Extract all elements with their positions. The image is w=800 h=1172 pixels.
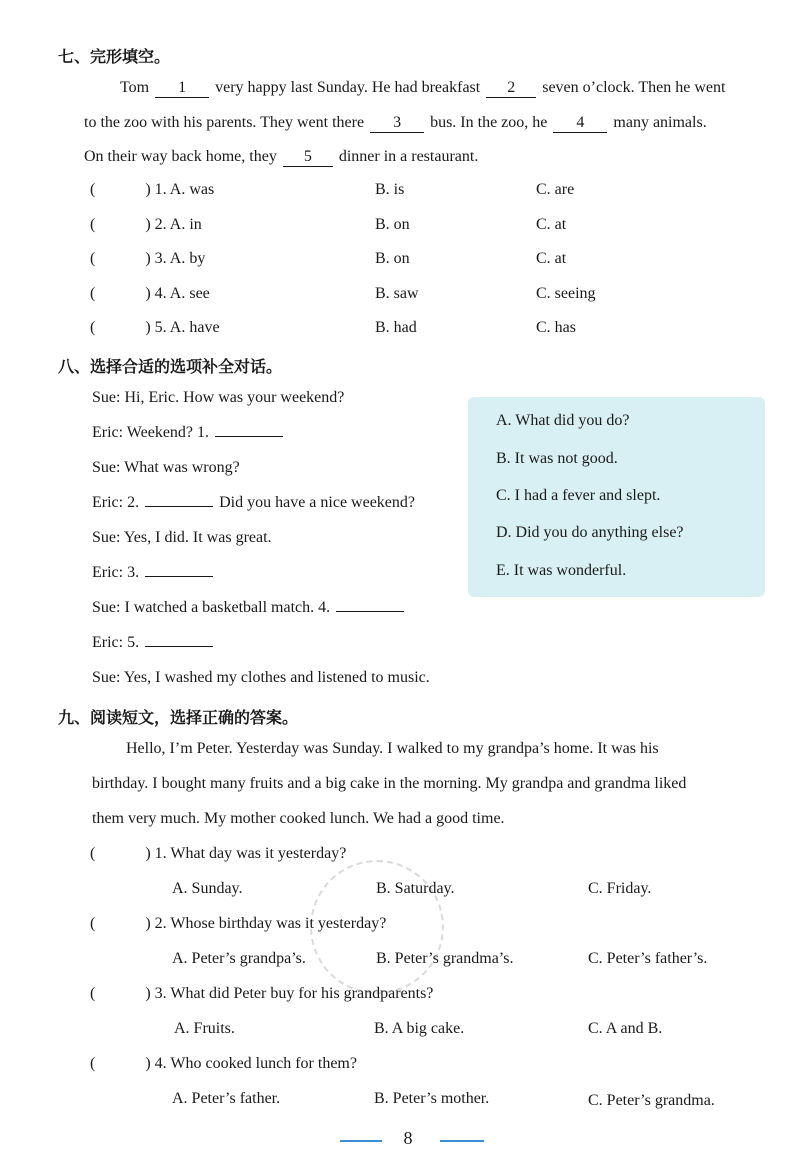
answer-paren-close[interactable]: ) (145, 845, 151, 862)
reading-passage-line: them very much. My mother cooked lunch. We had a good time. (92, 810, 505, 827)
question-number: 5. (154, 319, 167, 336)
section-7-heading: 七、完形填空。 (58, 47, 171, 66)
dialogue-text: Eric: 5. (92, 634, 140, 651)
reading-passage-line: Hello, I’m Peter. Yesterday was Sunday. I walked to my grandpa’s home. It was his (126, 740, 659, 757)
question-text: 2. Whose birthday was it yesterday? (154, 915, 387, 932)
dialogue-line: Sue: Hi, Eric. How was your weekend? (92, 389, 345, 406)
section-9-heading: 九、阅读短文，选择正确的答案。 (58, 708, 299, 727)
option-a[interactable]: A. by (169, 250, 206, 267)
answer-paren-close[interactable]: ) (145, 985, 151, 1002)
answer-paren-open[interactable]: ( (90, 250, 96, 267)
option-a[interactable]: A. Peter’s father. (172, 1090, 281, 1107)
dialogue-text: Eric: 3. (92, 564, 140, 581)
section-8-heading: 八、选择合适的选项补全对话。 (58, 357, 283, 376)
cloze-passage-line-1 (120, 71, 725, 105)
option-b[interactable]: B. had (375, 319, 417, 336)
dialogue-blank-4[interactable] (336, 611, 404, 612)
dialogue-line (92, 634, 215, 652)
answer-paren-open[interactable]: ( (90, 985, 96, 1002)
option-b[interactable]: B. Peter’s mother. (374, 1090, 490, 1107)
option-b[interactable]: B. on (375, 216, 410, 233)
dialogue-line (92, 564, 215, 582)
dialogue-text: Eric: 2. (92, 494, 140, 511)
option-item[interactable]: C. I had a fever and slept. (496, 487, 661, 504)
question-number: 3. (154, 250, 167, 267)
dialogue-text: Sue: I watched a basketball match. 4. (92, 599, 331, 616)
cloze-text: Tom (120, 79, 150, 96)
option-a[interactable]: A. Fruits. (174, 1020, 235, 1037)
page-number: 8 (403, 1128, 413, 1148)
cloze-question-row (90, 319, 220, 337)
option-c[interactable]: C. at (536, 216, 567, 233)
dialogue-line (92, 424, 285, 442)
answer-paren-close[interactable]: ) (145, 181, 151, 198)
dialogue-blank-3[interactable] (145, 576, 213, 577)
cloze-text: seven o’clock. Then he went (542, 79, 726, 96)
cloze-text: very happy last Sunday. He had breakfast (215, 79, 481, 96)
option-a[interactable]: A. Sunday. (172, 880, 243, 897)
option-b[interactable]: B. Saturday. (376, 880, 455, 897)
option-c[interactable]: C. seeing (536, 285, 596, 302)
cloze-text: bus. In the zoo, he (430, 114, 548, 131)
cloze-question-row (90, 181, 214, 199)
reading-passage-line: birthday. I bought many fruits and a big cake in the morning. My grandpa and grandma liked (92, 775, 687, 792)
option-c[interactable]: C. A and B. (588, 1020, 663, 1037)
cloze-question-row (90, 216, 202, 234)
option-item[interactable]: B. It was not good. (496, 450, 618, 467)
option-a[interactable]: A. have (169, 319, 220, 336)
question-text: 3. What did Peter buy for his grandparents? (154, 985, 434, 1002)
option-a[interactable]: A. Peter’s grandpa’s. (172, 950, 306, 967)
question-number: 4. (154, 285, 167, 302)
option-c[interactable]: C. at (536, 250, 567, 267)
option-c[interactable]: C. are (536, 181, 575, 198)
dialogue-text: Eric: Weekend? 1. (92, 424, 210, 441)
option-a[interactable]: A. in (169, 216, 202, 233)
footer-line-right (440, 1140, 484, 1142)
question-number: 1. (154, 181, 167, 198)
dialogue-line: Sue: Yes, I did. It was great. (92, 529, 272, 546)
answer-paren-open[interactable]: ( (90, 285, 96, 302)
cloze-blank-5[interactable]: 5 (283, 148, 333, 167)
question-number: 2. (154, 216, 167, 233)
answer-paren-close[interactable]: ) (145, 250, 151, 267)
dialogue-blank-2[interactable] (145, 506, 213, 507)
cloze-blank-2[interactable]: 2 (486, 79, 536, 98)
option-b[interactable]: B. saw (375, 285, 419, 302)
cloze-passage-line-3 (84, 140, 478, 174)
answer-paren-open[interactable]: ( (90, 216, 96, 233)
answer-paren-close[interactable]: ) (145, 319, 151, 336)
cloze-question-row (90, 250, 205, 268)
answer-paren-close[interactable]: ) (145, 1055, 151, 1072)
option-b[interactable]: B. A big cake. (374, 1020, 465, 1037)
reading-question (90, 985, 433, 1003)
cloze-question-row (90, 285, 210, 303)
dialogue-blank-1[interactable] (215, 436, 283, 437)
dialogue-line (92, 599, 406, 617)
question-text: 1. What day was it yesterday? (154, 845, 347, 862)
dialogue-line (92, 494, 415, 512)
question-text: 4. Who cooked lunch for them? (154, 1055, 357, 1072)
option-c[interactable]: C. Peter’s grandma. (588, 1092, 715, 1109)
option-c[interactable]: C. Friday. (588, 880, 652, 897)
option-a[interactable]: A. was (169, 181, 215, 198)
cloze-blank-3[interactable]: 3 (370, 114, 424, 133)
cloze-text: many animals. (613, 114, 707, 131)
cloze-text: to the zoo with his parents. They went there (84, 114, 365, 131)
answer-paren-open[interactable]: ( (90, 915, 96, 932)
answer-paren-open[interactable]: ( (90, 845, 96, 862)
answer-paren-open[interactable]: ( (90, 319, 96, 336)
answer-paren-close[interactable]: ) (145, 216, 151, 233)
footer-line-left (340, 1140, 382, 1142)
option-item[interactable]: A. What did you do? (496, 412, 630, 429)
dialogue-line: Sue: Yes, I washed my clothes and listened to music. (92, 669, 430, 686)
answer-paren-open[interactable]: ( (90, 1055, 96, 1072)
cloze-passage-line-2 (84, 106, 707, 140)
option-b[interactable]: B. on (375, 250, 410, 267)
option-b[interactable]: B. Peter’s grandma’s. (376, 950, 514, 967)
answer-paren-close[interactable]: ) (145, 915, 151, 932)
cloze-blank-4[interactable]: 4 (553, 114, 607, 133)
options-box (468, 397, 765, 597)
cloze-text: dinner in a restaurant. (338, 148, 479, 165)
cloze-text: On their way back home, they (84, 148, 277, 165)
reading-question (90, 1055, 357, 1073)
dialogue-text: Did you have a nice weekend? (219, 494, 416, 511)
reading-question (90, 845, 346, 863)
option-a[interactable]: A. see (169, 285, 210, 302)
option-c[interactable]: C. has (536, 319, 576, 336)
reading-question (90, 915, 386, 933)
cloze-blank-1[interactable]: 1 (155, 79, 209, 98)
dialogue-line: Sue: What was wrong? (92, 459, 240, 476)
dialogue-blank-5[interactable] (145, 646, 213, 647)
answer-paren-open[interactable]: ( (90, 181, 96, 198)
answer-paren-close[interactable]: ) (145, 285, 151, 302)
option-item[interactable]: E. It was wonderful. (496, 562, 627, 579)
option-c[interactable]: C. Peter’s father’s. (588, 950, 708, 967)
option-item[interactable]: D. Did you do anything else? (496, 524, 684, 541)
option-b[interactable]: B. is (375, 181, 405, 198)
